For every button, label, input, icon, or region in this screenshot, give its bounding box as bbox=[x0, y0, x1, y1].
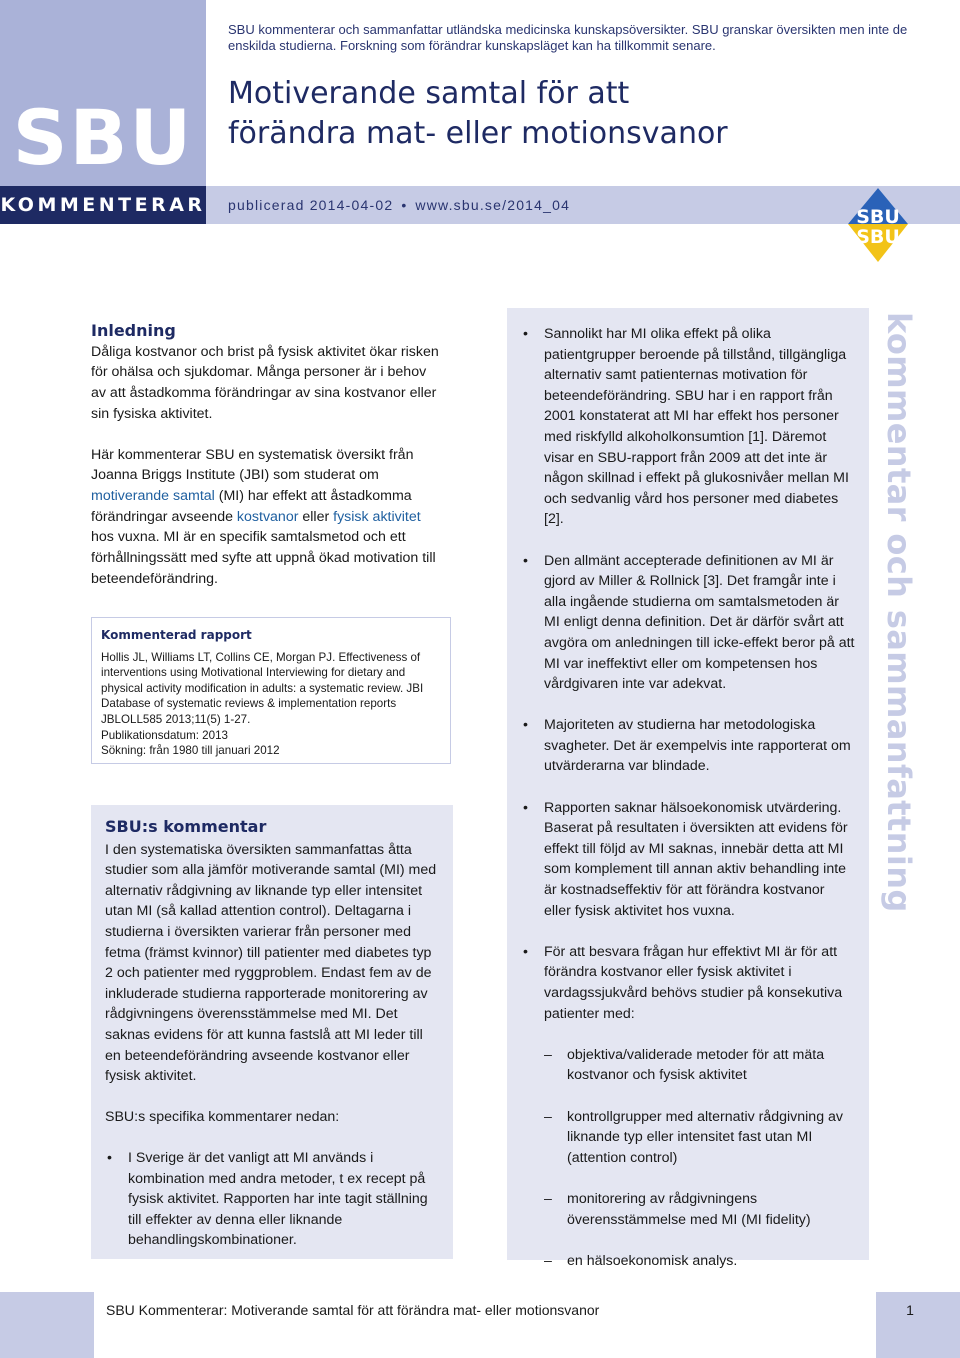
comment-specific-intro: SBU:s specifika kommentarer nedan: bbox=[105, 1109, 340, 1126]
sbu-logo: SBU bbox=[12, 93, 194, 182]
side-label-container bbox=[864, 312, 924, 913]
list-item: • Den allmänt accepterade definitionen av MI är gjord av Miller & Rollnick [3]. Det framgår inte i alla ingående studierna om samtalsmetoden är MI enligt denna definition. Det är därför svårt att avgöra om anledningen till icke-effekt beror på att MI var ineffektivt eller om kompetensen hos vårdgivaren inte var adekvat. bbox=[521, 551, 855, 695]
intro-heading: Inledning bbox=[91, 321, 176, 340]
series-label: KOMMENTERAR bbox=[0, 186, 206, 224]
bullet-separator: • bbox=[401, 197, 408, 213]
comment-body: I den systematiska översikten sammanfattas åtta studier som alla jämför motiverande samtal (MI) med alternativ rådgivning av liknande typ eller intensitet utan MI (så kallad attention control). Deltagarna i studierna i översikten varierar från personer med fetma (främst kvinnor) till patienter med diabetes typ 2 och patienter med ryggproblem. Endast fem av de inkluderade studierna rapporterade monitorering av rådgivningens överensstämmelse med MI. Det saknas evidens för att kunna fastslå att MI leder till en beteendeförändring avseende kostvanor eller fysisk aktivitet. bbox=[105, 841, 437, 1085]
intro-section bbox=[91, 321, 441, 589]
report-citation: Hollis JL, Williams LT, Collins CE, Morgan PJ. Effectiveness of interventions using Motivational Interviewing for dietary and physical activity modification in adults: a systematic review. JBI Database of systematic reviews & implementation reports JBLOLL585 2013;11(5) 1-27. bbox=[101, 650, 424, 726]
page-title bbox=[228, 74, 928, 154]
list-item: • I Sverige är det vanligt att MI används i kombination med andra metoder, t ex recept på fysisk aktivitet. Rapporten har inte tagit ställning till effekter av denna eller liknande behandlingskombinationer. bbox=[105, 1148, 439, 1251]
side-label: kommentar och sammanfattning bbox=[880, 312, 918, 913]
sub-list-item: – objektiva/validerade metoder för att mäta kostvanor och fysisk aktivitet bbox=[544, 1045, 855, 1086]
top-note: SBU kommenterar och sammanfattar utländska medicinska kunskapsöversikter. SBU granskar översikten men inte de enskilda studierna. Forskning som förändrar kunskapsläget kan ha tillkommit senare. bbox=[228, 22, 908, 53]
right-comments-box bbox=[507, 308, 869, 1269]
report-box bbox=[91, 617, 451, 764]
badge-text-top: SBU bbox=[856, 206, 900, 228]
link-kostvanor[interactable]: kostvanor bbox=[236, 508, 299, 525]
link-fysisk-aktivitet[interactable]: fysisk aktivitet bbox=[333, 508, 421, 525]
sbu-comment-box bbox=[91, 805, 453, 1259]
intro-paragraph-2: Här kommenterar SBU en systematisk översikt från Joanna Briggs Institute (JBI) som studerat om motiverande samtal (MI) har effekt att åstadkomma förändringar avseende kostvanor eller fysisk aktivitet hos vuxna. MI är en specifik samtalsmetod och ett förhållningssätt med syfte att uppnå ökad motivation till beteendeförändring. bbox=[91, 446, 436, 587]
comment-bullets bbox=[105, 1148, 439, 1251]
report-heading: Kommenterad rapport bbox=[101, 628, 252, 642]
comment-heading: SBU:s kommentar bbox=[105, 817, 267, 836]
right-bullets bbox=[521, 324, 855, 1271]
sub-list-item: – monitorering av rådgivningens överensstämmelse med MI (MI fidelity) bbox=[544, 1189, 855, 1230]
badge-text-bottom: SBU bbox=[856, 226, 900, 248]
title-line-1: Motiverande samtal för att bbox=[228, 76, 630, 111]
link-motiverande-samtal[interactable]: motiverande samtal bbox=[91, 487, 215, 504]
intro-paragraph-1: Dåliga kostvanor och brist på fysisk aktivitet ökar risken för ohälsa och sjukdomar. Många personer är i behov av att åstadkomma förändringar av sina kostvanor eller sin fysiska aktivitet. bbox=[91, 343, 439, 422]
list-item: • Rapporten saknar hälsoekonomisk utvärdering. Baserat på resultaten i översikten att evidens för effekt till följd av MI saknas, innebär detta att MI som komplement till annan aktiv behandling inte är kostnadseffektiv för att förändra kostvanor eller fysisk aktivitet hos vuxna. bbox=[521, 798, 855, 922]
document-url[interactable]: www.sbu.se/2014_04 bbox=[415, 197, 571, 213]
title-line-2: förändra mat- eller motionsvanor bbox=[228, 116, 728, 151]
report-pubdate: Publikationsdatum: 2013 bbox=[101, 728, 228, 742]
publication-info bbox=[228, 186, 570, 224]
list-item: • För att besvara frågan hur effektivt MI är för att förändra kostvanor eller fysisk aktivitet i vardagssjukvård behövs studier på konsekutiva patienter med: – objektiva/validerade metoder för att mäta kostvanor och fysisk aktivitet – kontrollgrupper med alternativ rådgivning av liknande typ eller intensitet fast utan MI (attention control) – monitorering av rådgivningens överensstämmelse med MI (MI fidelity) – en hälsoekonomisk analys. bbox=[521, 942, 855, 1272]
sub-list-item: – en hälsoekonomisk analys. bbox=[544, 1251, 855, 1272]
sub-list-item: – kontrollgrupper med alternativ rådgivning av liknande typ eller intensitet fast utan MI (attention control) bbox=[544, 1107, 855, 1169]
sub-list bbox=[544, 1045, 855, 1272]
list-item: • Majoriteten av studierna har metodologiska svagheter. Det är exempelvis inte rapporterat om utvärderarna var blindade. bbox=[521, 715, 855, 777]
publish-date: publicerad 2014-04-02 bbox=[228, 197, 394, 213]
sbu-badge-icon bbox=[846, 186, 910, 264]
footer-title: SBU Kommenterar: Motiverande samtal för att förändra mat- eller motionsvanor bbox=[106, 1302, 600, 1318]
list-item: • Sannolikt har MI olika effekt på olika patientgrupper beroende på tillstånd, tillgängliga alternativ samt patienternas motivation för beteendeförändring. SBU har i en rapport från 2001 konstaterat att MI har effekt hos personer med riskfylld alkoholkonsumtion [1]. Däremot visar en SBU-rapport från 2009 att det inte är någon skillnad i effekt på glukosnivåer mellan MI och sedvanlig vård hos personer med diabetes [2]. bbox=[521, 324, 855, 530]
page-number: 1 bbox=[906, 1302, 914, 1318]
report-search: Sökning: från 1980 till januari 2012 bbox=[101, 744, 280, 758]
